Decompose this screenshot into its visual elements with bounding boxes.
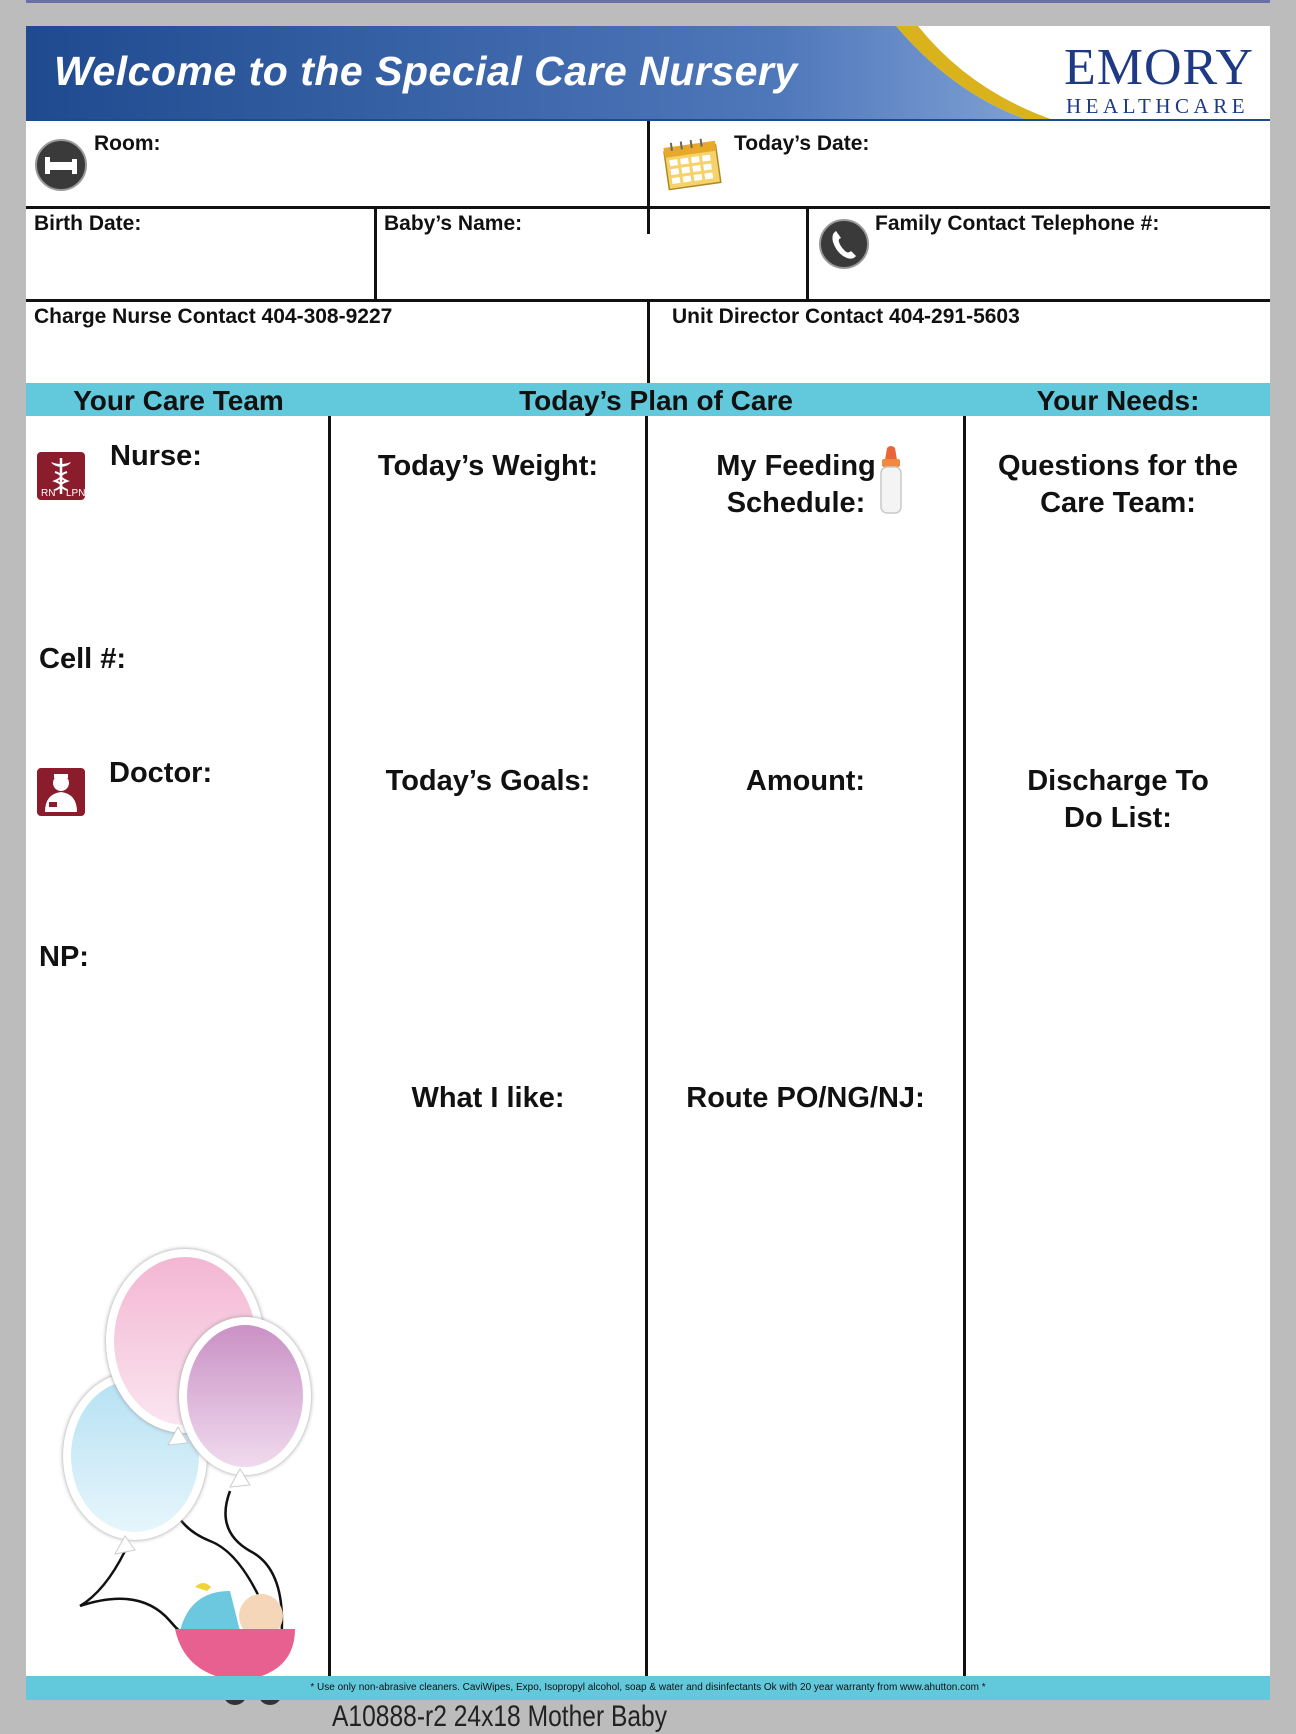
plan-of-care-heading: Today’s Plan of Care (519, 385, 793, 416)
emory-logo-text: EMORY (1064, 39, 1254, 96)
unit-director-contact: Unit Director Contact 404-291-5603 (672, 305, 1020, 328)
feeding-schedule-label (686, 448, 906, 522)
cleaning-note: * Use only non-abrasive cleaners. CaviWipes, Expo, Isopropyl alcohol, soap & water and disinfectants Ok with 20 year warranty from www.ahutton.com * (310, 1682, 986, 1693)
column-divider-2 (645, 416, 648, 1676)
room-label: Room: (94, 132, 161, 155)
todays-goals-label: Today’s Goals: (385, 765, 591, 797)
column-divider-3 (963, 416, 966, 1676)
discharge-list-label (966, 763, 1270, 837)
discharge-line1: Discharge To (1027, 765, 1209, 797)
healthcare-logo-text: HEALTHCARE (1066, 94, 1250, 118)
feeding-schedule-line2: Schedule: (726, 487, 866, 519)
header-banner (26, 26, 1270, 121)
np-label: NP: (39, 941, 89, 973)
row1-divider (647, 121, 650, 234)
family-phone-label: Family Contact Telephone #: (875, 212, 1160, 235)
amount-label: Amount: (745, 765, 866, 797)
balloons-stroller-illustration (30, 1231, 320, 1721)
birth-date-label: Birth Date: (34, 212, 142, 235)
page-title: Welcome to the Special Care Nursery (54, 48, 798, 94)
charge-nurse-contact: Charge Nurse Contact 404-308-9227 (34, 305, 393, 328)
route-label: Route PO/NG/NJ: (686, 1082, 925, 1114)
print-code: A10888-r2 24x18 Mother Baby (332, 1700, 668, 1733)
row2-divider-2 (806, 206, 809, 299)
row1-bottom-line (26, 206, 1270, 209)
nurse-label: Nurse: (110, 440, 202, 472)
babys-name-label: Baby’s Name: (384, 212, 523, 235)
doctor-icon (35, 766, 87, 818)
row3-divider (647, 299, 650, 383)
your-needs-heading: Your Needs: (1036, 385, 1200, 416)
lpn-text: LPN (66, 488, 86, 499)
rn-text: RN (41, 488, 56, 499)
baby-bottle-icon (876, 444, 906, 516)
doctor-label: Doctor: (109, 757, 213, 789)
telephone-icon (818, 218, 870, 270)
discharge-line2: Do List: (1064, 802, 1172, 834)
care-team-heading: Your Care Team (73, 385, 284, 416)
cell-number-label: Cell #: (39, 643, 127, 675)
top-edge-line (26, 0, 1270, 3)
calendar-icon (660, 136, 726, 192)
row2-divider-1 (374, 206, 377, 299)
bed-icon (34, 138, 88, 192)
column-divider-1 (328, 416, 331, 1676)
care-board (26, 26, 1270, 1700)
questions-line1: Questions for the (997, 450, 1239, 482)
todays-weight-label: Today’s Weight: (377, 450, 599, 482)
questions-label (966, 448, 1270, 522)
todays-date-label: Today’s Date: (734, 132, 870, 155)
what-i-like-label: What I like: (411, 1082, 565, 1114)
questions-line2: Care Team: (1040, 487, 1196, 519)
feeding-schedule-line1: My Feeding (716, 450, 876, 482)
rn-lpn-badge-icon (35, 450, 87, 502)
